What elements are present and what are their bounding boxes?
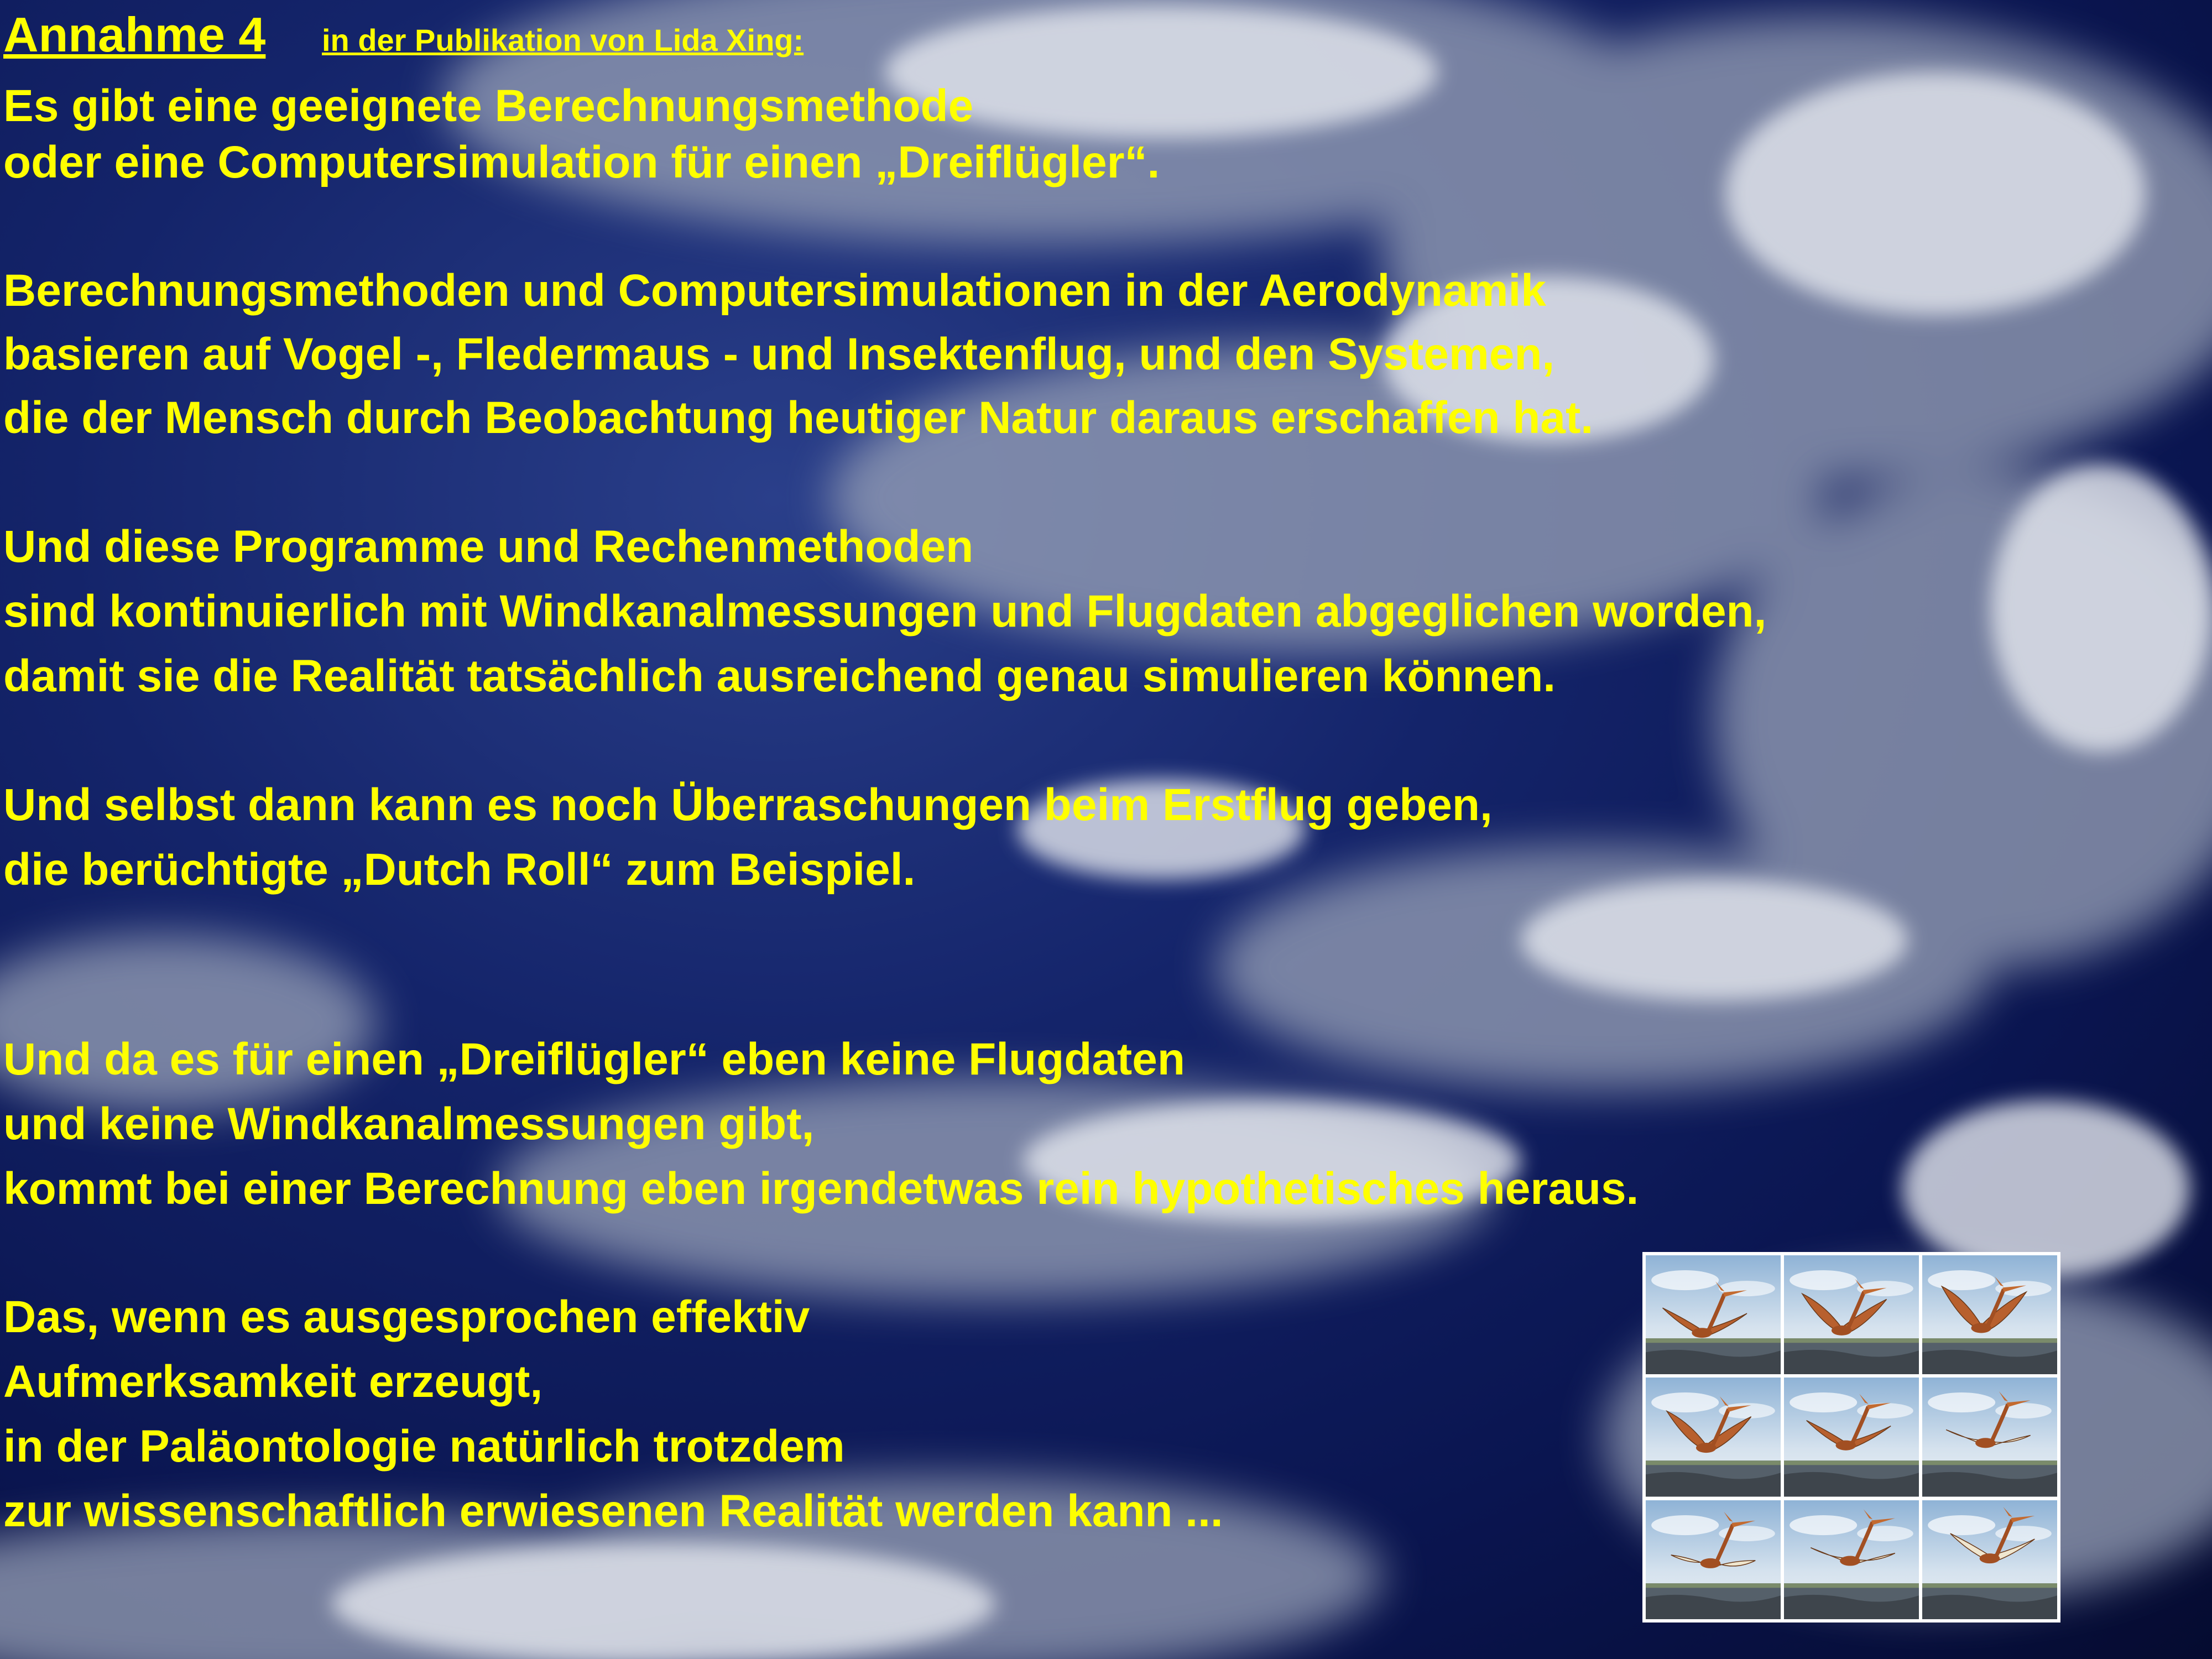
pterosaur-photo xyxy=(1784,1255,1919,1374)
text-line: oder eine Computersimulation für einen „Dreiflügler“. xyxy=(3,137,1160,187)
text-line: Aufmerksamkeit erzeugt, xyxy=(3,1357,543,1407)
text-line: Das, wenn es ausgesprochen effektiv xyxy=(3,1292,810,1342)
text-line: und keine Windkanalmessungen gibt, xyxy=(3,1099,815,1149)
pterosaur-photo xyxy=(1646,1255,1781,1374)
slide-title: Annahme 4 xyxy=(3,7,266,62)
text-line: sind kontinuierlich mit Windkanalmessungen und Flugdaten abgeglichen worden, xyxy=(3,586,1767,637)
text-line: Und da es für einen „Dreiflügler“ eben keine Flugdaten xyxy=(3,1034,1185,1084)
text-line: basieren auf Vogel -, Fledermaus - und Insektenflug, und den Systemen, xyxy=(3,329,1555,379)
text-line: Berechnungsmethoden und Computersimulationen in der Aerodynamik xyxy=(3,265,1546,316)
text-line: kommt bei einer Berechnung eben irgendetwas rein hypothetisches heraus. xyxy=(3,1164,1639,1214)
pterosaur-image-grid xyxy=(1642,1252,2060,1623)
text-line: in der Paläontologie natürlich trotzdem xyxy=(3,1421,845,1472)
pterosaur-photo xyxy=(1784,1378,1919,1496)
text-line: Und selbst dann kann es noch Überraschungen beim Erstflug geben, xyxy=(3,780,1493,830)
text-line: die der Mensch durch Beobachtung heutiger Natur daraus erschaffen hat. xyxy=(3,393,1594,443)
text-line: die berüchtigte „Dutch Roll“ zum Beispiel. xyxy=(3,844,916,895)
text-line: Es gibt eine geeignete Berechnungsmethode xyxy=(3,81,974,131)
pterosaur-photo xyxy=(1784,1500,1919,1619)
text-line: damit sie die Realität tatsächlich ausreichend genau simulieren können. xyxy=(3,651,1556,701)
pterosaur-photo xyxy=(1922,1378,2057,1496)
slide-subtitle: in der Publikation von Lida Xing: xyxy=(322,23,804,58)
pterosaur-photo xyxy=(1922,1255,2057,1374)
pterosaur-photo xyxy=(1646,1500,1781,1619)
pterosaur-photo xyxy=(1646,1378,1781,1496)
text-line: zur wissenschaftlich erwiesenen Realität werden kann ... xyxy=(3,1486,1223,1536)
text-line: Und diese Programme und Rechenmethoden xyxy=(3,521,974,572)
pterosaur-photo xyxy=(1922,1500,2057,1619)
